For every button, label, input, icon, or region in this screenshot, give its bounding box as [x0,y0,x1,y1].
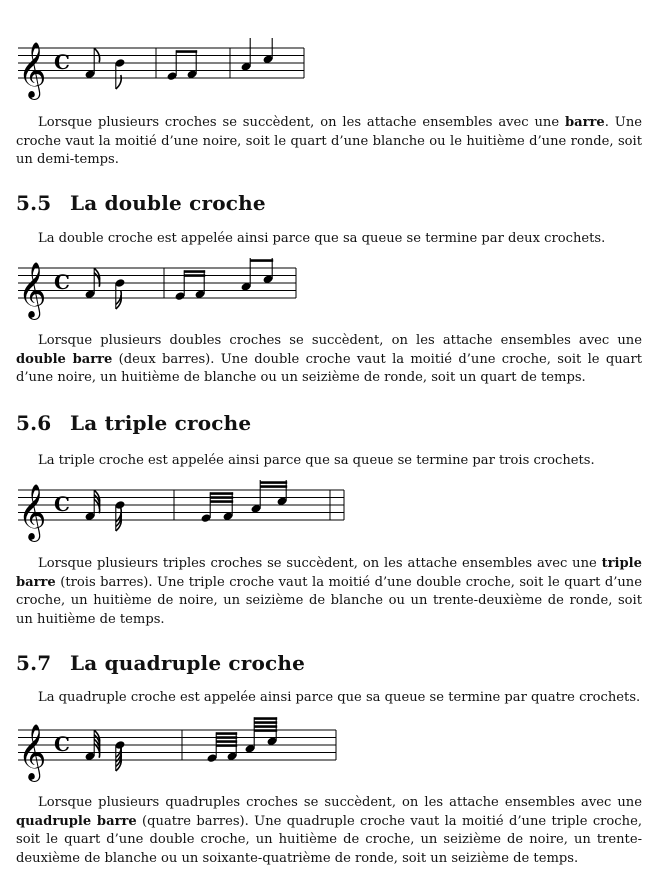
intro-double-croche: La double croche est appelée ainsi parce que sa queue se termine par deux crochets. [38,231,606,246]
note-beam [216,740,237,743]
note-beam [260,485,287,488]
section-title: La quadruple croche [70,651,306,675]
note-beam [260,481,287,484]
music-staff-double-croche [16,258,306,322]
section-number: 5.7 [16,651,52,675]
note-beam [254,729,277,732]
bold-term-quadruple-barre: quadruple barre [16,813,137,829]
section-number: 5.5 [16,191,52,215]
note-beam [250,259,273,262]
note-beam [210,500,233,503]
music-staff-croche [16,38,316,102]
section-title: La double croche [70,191,266,215]
note-beam [216,732,237,735]
note-beam [216,736,237,739]
note-beam [184,270,205,273]
intro-quadruple-croche: La quadruple croche est appelée ainsi parce que sa queue se termine par quatre crochets. [38,690,641,705]
note-beam [216,744,237,747]
intro-triple-croche: La triple croche est appelée ainsi parce que sa queue se termine par trois crochets. [38,453,595,468]
paragraph-quadruple-barre: Lorsque plusieurs quadruples croches se succèdent, on les attache ensembles avec une quadruple barre (quatre barres). Une quadruple croche vaut la moitié d’une triple croche, soit le quart d’une double croche, un huitième de croche, un seizième de noire, un trente-deuxième de blanche ou un soixante-quatrième de ronde, soit un seizième de temps. [16,795,642,866]
treble-clef-icon: 𝄞 [18,262,47,318]
section-heading-5-7 [16,651,305,675]
note-beam [176,50,197,53]
time-signature-c-icon: C [54,50,70,74]
treble-clef-icon: 𝄞 [18,484,47,540]
treble-clef-icon: 𝄞 [18,724,47,780]
bold-term-triple-barre: triple barre [16,556,642,590]
section-number: 5.6 [16,411,52,435]
time-signature-c-icon: C [54,492,70,516]
note-flag [116,75,121,89]
paragraph-triple-barre: Lorsque plusieurs triples croches se succèdent, on les attache ensembles avec une triple barre (trois barres). Une triple croche vaut la moitié d’une double croche, soit le quart d’une croche, un huitième de noire, un seizième de blanche ou un trente-deuxième de ronde, soit un huitième de temps. [16,556,642,627]
bold-term-double-barre: double barre [16,351,113,367]
section-title: La triple croche [70,411,252,435]
music-staff-quadruple-croche [16,716,344,786]
treble-clef-icon: 𝄞 [18,42,47,98]
paragraph-double-barre: Lorsque plusieurs doubles croches se succèdent, on les attache ensembles avec une double barre (deux barres). Une double croche vaut la moitié d’une croche, soit le quart d’une noire, un huitième de blanche ou un seizième de ronde, soit un quart de temps. [16,333,642,385]
bold-term-barre: barre [564,115,605,130]
note-beam [254,717,277,720]
note-beam [210,496,233,499]
note-beam [210,492,233,495]
section-heading-5-6 [16,411,251,435]
time-signature-c-icon: C [54,732,70,756]
paragraph-croche-barre: Lorsque plusieurs croches se succèdent, on les attache ensembles avec une barre. Une croche vaut la moitié d’une noire, soit le quart d’une blanche ou le huitième d’une ronde, soit un demi-temps. [16,115,643,167]
note-beam [254,725,277,728]
note-beam [254,721,277,724]
note-beam [184,274,205,277]
time-signature-c-icon: C [54,270,70,294]
music-staff-triple-croche [16,480,352,544]
section-heading-5-5 [16,191,266,215]
